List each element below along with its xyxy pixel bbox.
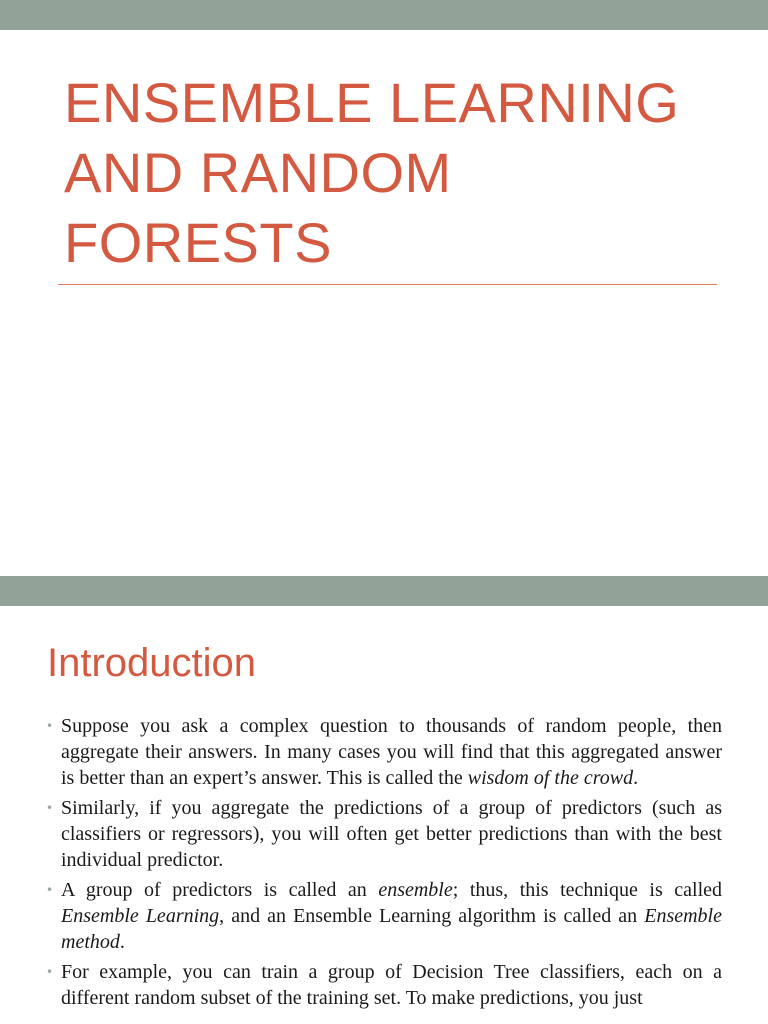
bullet-text: Suppose you ask a complex question to thousands of random people, then aggregate their answers. In many cases you will find that this aggregated answer is better than an expert’s answer. This is called the (61, 715, 722, 789)
emphasized-term: Ensemble method (61, 905, 722, 953)
bullet-text: Similarly, if you aggregate the predictions of a group of predictors (such as classifiers or regressors), you will often get better predictions than with the best individual predictor. (61, 797, 722, 871)
slide-header-band (0, 0, 768, 30)
emphasized-term: Ensemble Learning (61, 905, 220, 927)
title-divider (58, 284, 717, 285)
bullet-marker: • (46, 801, 54, 815)
bullet-marker: • (46, 883, 54, 897)
bullet-marker: • (46, 965, 54, 979)
introduction-slide (0, 576, 768, 1024)
bullet-item (46, 877, 722, 955)
bullet-text: . (119, 931, 125, 953)
slide-title: ENSEMBLE LEARNING AND RANDOM FORESTS (64, 71, 680, 274)
bullet-text: For example, you can train a group of Decision Tree classifiers, each on a different random subset of the training set. To make predictions, you just (61, 961, 722, 1009)
slide-header-band (0, 576, 768, 606)
bullet-text: A group of predictors is called an (61, 879, 379, 901)
bullet-item (46, 713, 722, 791)
bullet-text: ; thus, this technique is called (452, 879, 723, 901)
bullet-item (46, 795, 722, 873)
emphasized-term: ensemble (378, 879, 453, 901)
section-heading: Introduction (47, 641, 257, 685)
bullet-list (46, 713, 722, 1015)
bullet-item (46, 959, 722, 1011)
bullet-text: . (633, 767, 639, 789)
emphasized-term: wisdom of the crowd (467, 767, 634, 789)
bullet-marker: • (46, 719, 54, 733)
bullet-text: , and an Ensemble Learning algorithm is called an (219, 905, 645, 927)
